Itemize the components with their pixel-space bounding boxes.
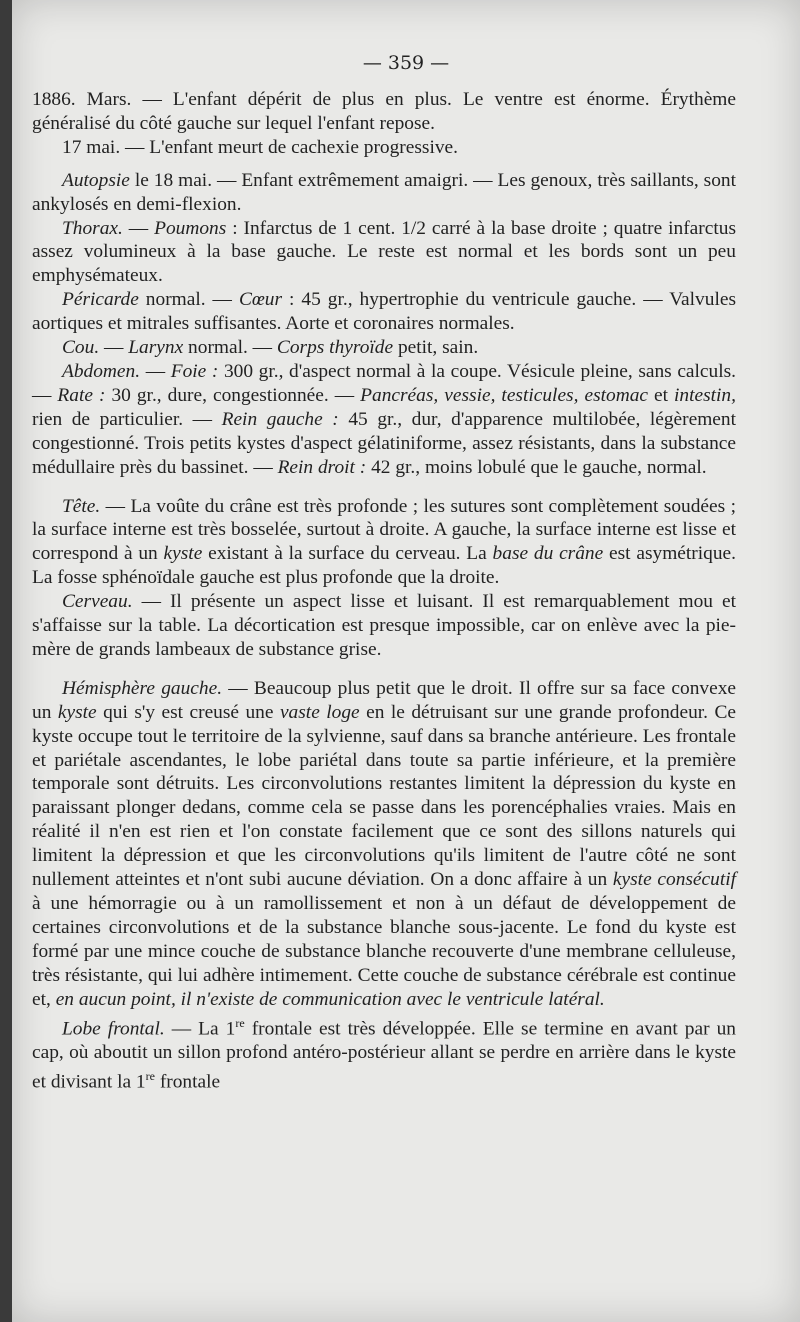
text-run: et <box>648 384 675 406</box>
italic-run: Cerveau. <box>62 591 133 613</box>
italic-run: Cœur <box>238 289 283 311</box>
text-run: qui s'y est creusé une <box>96 701 280 723</box>
text-run: — La 1 <box>164 1018 236 1039</box>
italic-run: Corps thyroïde <box>276 337 394 359</box>
text-run: 300 gr., d'aspect normal à la coupe. Vésicule pleine, sans calculs. — <box>32 360 737 406</box>
paragraph-p10 <box>32 677 736 1012</box>
paragraph-p8 <box>32 495 736 591</box>
italic-run: Rein droit : <box>277 456 367 478</box>
italic-run: Pancréas, vessie, testicules, estomac <box>360 384 648 406</box>
italic-run: Abdomen. <box>62 360 141 382</box>
paragraph-p5 <box>32 288 736 336</box>
text-run: est asymétrique. La fosse sphénoïdale gauche est plus profonde que la droite. <box>32 543 736 589</box>
italic-run: Rate : <box>57 384 106 406</box>
italic-run: Poumons <box>154 217 227 239</box>
italic-run: kyste <box>57 701 97 723</box>
italic-run: Autopsie <box>62 169 130 191</box>
text-run: petit, sain. <box>393 337 479 359</box>
text-run: — <box>99 337 129 359</box>
paragraph-p9 <box>32 590 736 662</box>
paragraph-p4 <box>32 217 736 289</box>
italic-run: Péricarde <box>62 289 139 311</box>
italic-run: Lobe frontal. <box>62 1018 165 1039</box>
italic-run: Rein gauche : <box>221 408 339 430</box>
paragraph-p11 <box>32 1012 736 1095</box>
italic-run: Hémisphère gauche. <box>62 677 223 699</box>
superscript-run: re <box>145 1068 155 1083</box>
italic-run: kyste consécutif <box>612 869 737 891</box>
italic-run: kyste <box>163 543 203 565</box>
text-run: 30 gr., dure, congestionnée. — <box>105 384 361 406</box>
text-run: — <box>140 360 171 382</box>
text-run: normal. — <box>138 289 239 311</box>
italic-run: Foie : <box>170 360 219 382</box>
text-run: 1886. Mars. — L'enfant dépérit de plus en plus. Le ventre est énorme. Érythème généralisé du côté gauche sur lequel l'enfant repose. <box>32 89 736 134</box>
italic-run: base du crâne <box>492 543 604 565</box>
text-run: 42 gr., moins lobulé que le gauche, normal. <box>366 456 707 478</box>
italic-run: Cou. <box>62 337 100 359</box>
text-run: 17 mai. — L'enfant meurt de cachexie progressive. <box>62 136 459 158</box>
text-run: — Beaucoup plus petit que le droit. Il offre sur sa face convexe un <box>32 677 736 723</box>
page-number: — 359 — <box>362 52 450 74</box>
text-run: frontale <box>154 1071 221 1093</box>
body-text <box>32 88 736 1094</box>
text-run: le 18 mai. — Enfant extrêmement amaigri. — Les genoux, très saillants, sont ankylosés en demi-flexion. <box>32 169 736 215</box>
paragraph-p6 <box>32 336 736 360</box>
paragraph-p3 <box>32 169 736 217</box>
text-run: rien de particulier. — <box>32 408 222 430</box>
italic-run: Thorax. <box>62 217 123 239</box>
book-page <box>12 0 800 1322</box>
text-run: — La voûte du crâne est très profonde ; les sutures sont complètement soudées ; la surface interne est très bosselée, surtout à droite. A gauche, la surface interne est lisse et correspond à un <box>32 495 736 565</box>
paragraph-p7 <box>32 360 736 480</box>
italic-run: vaste loge <box>279 701 360 723</box>
text-run: à une hémorragie ou à un ramollissement et non à un défaut de développement de certaines circonvolutions et de la substance blanche sous-jacente. Le fond du kyste est formé par une mince couche de substance blanche recouverte d'une membrane celluleuse, très résistante, qui lui adhère intimement. Cette couche de substance cérébrale est continue et, <box>32 893 736 1010</box>
text-run: : 45 gr., hypertrophie du ventricule gauche. — Valvules aortiques et mitrales suffisantes. Aorte et coronaires normales. <box>32 289 736 335</box>
italic-run: intestin, <box>674 384 736 406</box>
italic-run: Tête. <box>62 495 101 517</box>
text-run: — Il présente un aspect lisse et luisant. Il est remarquablement mou et s'affaisse sur la table. La décortication est presque impossible, car on enlève avec la pie-mère de grands lambeaux de substance grise. <box>32 591 736 660</box>
text-run: : Infarctus de 1 cent. 1/2 carré à la base droite ; quatre infarctus assez volumineux à la base gauche. Le reste est normal et les bords sont un peu emphysémateux. <box>32 217 736 287</box>
text-run: normal. — <box>183 337 277 359</box>
paragraph-p1 <box>32 88 736 136</box>
text-run: en le détruisant sur une grande profondeur. Ce kyste occupe tout le territoire de la sylvienne, sauf dans sa branche antérieure. Les frontale et pariétale ascendantes, le lobe pariétal dans toute sa partie inférieure, et la première temporale sont détruits. Les circonvolutions restantes limitent la dépression du kyste en paraissant plonger dedans, comme cela se passe dans les porencéphalies vraies. Mais en réalité il n'en est rien et l'on constate facilement que ce sont des sillons naturels qui limitent la dépression et que les circonvolutions qu'ils limitent de l'autre côté ne sont nullement atteintes et n'ont subi aucune déviation. On a donc affaire à un <box>32 701 736 891</box>
text-run: 45 gr., dur, d'apparence multilobée, légèrement congestionné. Trois petits kystes d'aspect gélatiniforme, assez résistants, dans la substance médullaire près du bassinet. — <box>32 408 736 478</box>
italic-run: Larynx <box>128 337 184 359</box>
text-run: frontale est très développée. Elle se termine en avant par un cap, où aboutit un sillon profond antéro-postérieur allant se perdre en arrière dans le kyste et divisant la 1 <box>32 1018 736 1093</box>
text-run: — <box>122 217 155 239</box>
text-run: existant à la surface du cerveau. La <box>202 543 493 565</box>
paragraph-p2 <box>32 136 736 160</box>
italic-run: en aucun point, il n'existe de communication avec le ventricule latéral. <box>55 988 605 1010</box>
superscript-run: re <box>235 1015 245 1030</box>
